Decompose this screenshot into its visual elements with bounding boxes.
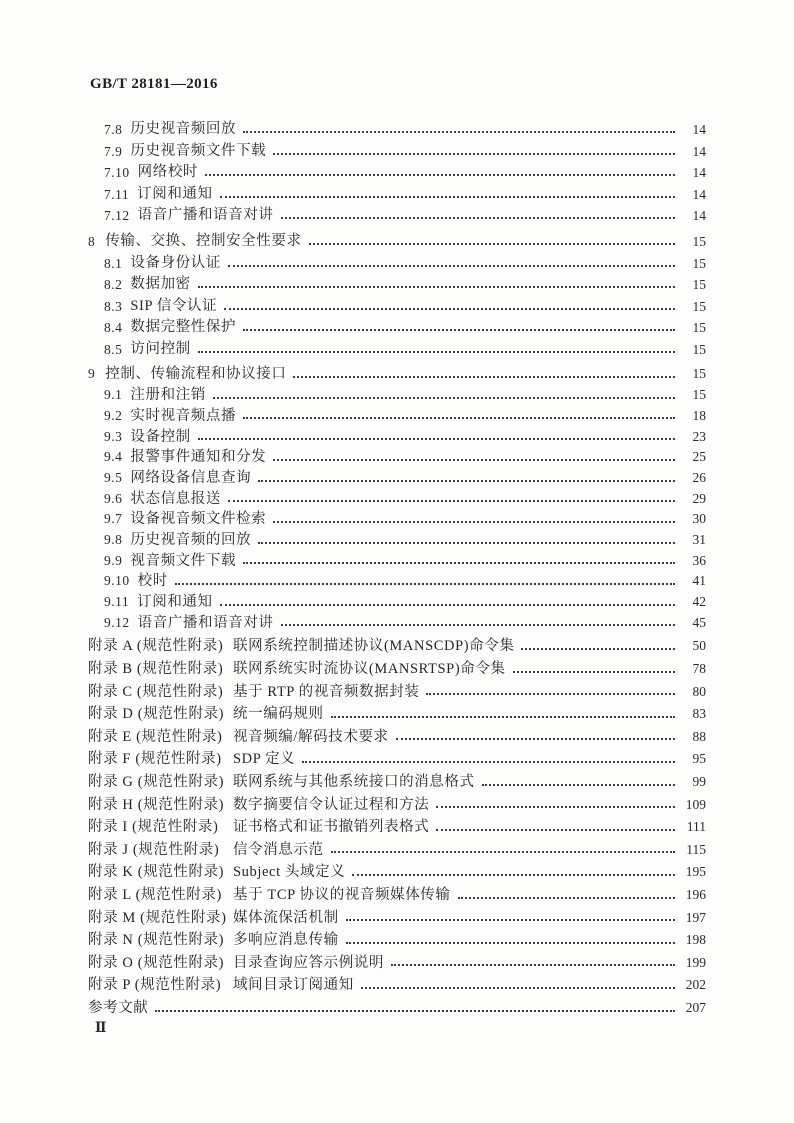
appendix-label: 附录 K (规范性附录) <box>88 864 225 881</box>
dot-leader <box>295 748 680 771</box>
dot-leader <box>191 339 680 361</box>
toc-entry-title: 数据完整性保护 <box>130 319 237 335</box>
toc-entry-number: 8.4 <box>104 320 123 335</box>
toc-entry-number: 9.11 <box>104 594 130 610</box>
toc-row <box>88 365 706 386</box>
toc-row <box>88 339 706 361</box>
appendix-label: 附录 L (规范性附录) <box>88 886 222 903</box>
toc-row <box>88 385 706 406</box>
dot-leader <box>221 253 680 275</box>
page-number: 23 <box>692 428 706 444</box>
appendix-label: 附录 F (规范性附录) <box>88 751 222 768</box>
toc-row <box>88 447 706 468</box>
toc-row <box>88 141 706 163</box>
toc-row <box>88 681 706 704</box>
toc-row <box>88 253 706 275</box>
toc-row <box>88 489 706 510</box>
toc-entry-title: 数字摘要信令认证过程和方法 <box>233 796 430 813</box>
page-number: 15 <box>692 298 706 314</box>
dot-leader <box>236 317 680 339</box>
dot-leader <box>514 635 680 658</box>
appendix-label: 附录 H (规范性附录) <box>88 796 225 813</box>
appendix-label: 附录 B (规范性附录) <box>88 661 224 678</box>
toc-row <box>88 771 706 794</box>
toc-entry-title: 联网系统实时流协议(MANSRTSP)命令集 <box>233 661 506 678</box>
page-number: 80 <box>692 683 706 699</box>
dot-leader <box>266 447 680 468</box>
toc-entry-number: 9.4 <box>104 449 123 465</box>
appendix-label: 附录 A (规范性附录) <box>88 638 224 655</box>
dot-leader <box>236 119 680 141</box>
toc-entry-title: 设备视音频文件检索 <box>130 511 267 528</box>
page-number: 18 <box>692 407 706 423</box>
toc-entry-title: 信令消息示范 <box>233 841 324 858</box>
page-number: 78 <box>692 661 706 677</box>
dot-leader <box>354 974 680 997</box>
page-number: 88 <box>692 728 706 744</box>
toc-row <box>88 635 706 658</box>
toc-entry-title: 基于 TCP 协议的视音频媒体传输 <box>233 886 451 903</box>
dot-leader <box>266 141 680 163</box>
toc-row <box>88 571 706 592</box>
toc-row <box>88 907 706 930</box>
toc-entry-number: 8.2 <box>104 277 123 292</box>
page-number: 15 <box>692 366 706 382</box>
toc-row <box>88 929 706 952</box>
page-number: 196 <box>685 886 706 902</box>
appendix-label: 附录 C (规范性附录) <box>88 683 224 700</box>
dot-leader <box>384 952 680 975</box>
dot-leader <box>475 771 680 794</box>
toc-entry-title: 历史视音频回放 <box>130 121 237 137</box>
dot-leader <box>324 839 680 862</box>
toc-entry-title: 实时视音频点播 <box>130 407 237 424</box>
dot-leader <box>168 571 680 592</box>
toc-row <box>88 997 706 1020</box>
toc-entry-title: 数据加密 <box>130 276 191 292</box>
toc-entry-title: Subject 头域定义 <box>233 864 346 881</box>
toc-row <box>88 952 706 975</box>
toc-row <box>88 427 706 448</box>
page-number: 14 <box>692 165 706 180</box>
toc-entry-title: 设备身份认证 <box>130 254 221 271</box>
dot-leader <box>251 468 680 489</box>
toc-entry-number: 9.7 <box>104 511 123 527</box>
dot-leader <box>506 658 680 681</box>
page-number: 14 <box>692 143 706 159</box>
page-number: 29 <box>692 490 706 506</box>
toc-entry-title: 状态信息报送 <box>130 490 221 507</box>
toc-entry-title: 历史视音频文件下载 <box>130 142 267 159</box>
page-number: 14 <box>692 186 706 202</box>
dot-leader <box>266 509 680 530</box>
toc-entry-number: 9.6 <box>104 490 123 506</box>
toc-entry-title: 注册和注销 <box>130 387 206 404</box>
toc-entry-title: SIP 信令认证 <box>130 297 218 314</box>
toc-entry-title: 设备控制 <box>130 428 191 445</box>
toc-entry-number: 9.10 <box>104 573 130 589</box>
dot-leader <box>213 184 680 206</box>
toc-entry-title: 证书格式和证书撤销列表格式 <box>233 819 430 836</box>
dot-leader <box>191 427 680 448</box>
toc-entry-number: 9.2 <box>104 407 123 423</box>
toc-entry-number: 7.11 <box>104 186 130 202</box>
dot-leader <box>451 884 680 907</box>
page-number: 15 <box>692 255 706 271</box>
toc-entry-title: 控制、传输流程和协议接口 <box>105 366 287 383</box>
toc-entry-title: 语音广播和语音对讲 <box>137 207 274 223</box>
page-number: 15 <box>692 277 706 292</box>
toc-row <box>88 861 706 884</box>
toc-entry-title: 订阅和通知 <box>137 594 213 611</box>
dot-leader <box>217 296 680 318</box>
toc-entry-number: 7.8 <box>104 122 123 137</box>
toc-row <box>88 658 706 681</box>
toc-entry-number: 7.12 <box>104 208 130 223</box>
table-of-contents <box>88 119 706 1020</box>
page-number: 95 <box>692 751 706 767</box>
dot-leader <box>274 613 680 634</box>
toc-row <box>88 884 706 907</box>
toc-entry-number: 8.1 <box>104 255 123 271</box>
toc-entry-number: 9.9 <box>104 552 123 568</box>
page-number: 41 <box>692 573 706 589</box>
dot-leader <box>206 385 680 406</box>
toc-entry-number: 9.1 <box>104 387 123 403</box>
toc-row <box>88 816 706 839</box>
dot-leader <box>324 703 680 726</box>
toc-row <box>88 974 706 997</box>
toc-entry-title: 访问控制 <box>130 340 191 357</box>
appendix-label: 附录 N (规范性附录) <box>88 932 225 949</box>
toc-entry-number: 9 <box>88 366 96 382</box>
appendix-label: 附录 O (规范性附录) <box>88 954 225 971</box>
toc-row <box>88 205 706 227</box>
page-number: 36 <box>692 552 706 568</box>
appendix-label: 附录 D (规范性附录) <box>88 706 225 723</box>
dot-leader <box>221 489 680 510</box>
toc-entry-title: 域间目录订阅通知 <box>233 977 354 994</box>
page-number: 15 <box>692 387 706 403</box>
page-number: 115 <box>686 841 706 857</box>
toc-row <box>88 296 706 318</box>
toc-entry-title: 历史视音频的回放 <box>130 531 252 548</box>
page-number: 199 <box>685 954 706 970</box>
dot-leader <box>213 592 680 613</box>
page-number: 15 <box>692 234 706 249</box>
appendix-label: 附录 E (规范性附录) <box>88 728 223 745</box>
dot-leader <box>345 861 680 884</box>
toc-row <box>88 530 706 551</box>
toc-row <box>88 839 706 862</box>
toc-row <box>88 119 706 141</box>
toc-row <box>88 468 706 489</box>
toc-entry-title: 网络校时 <box>137 164 199 180</box>
toc-entry-number: 7.9 <box>104 143 123 159</box>
folio-page-number: Ⅱ <box>95 1020 107 1035</box>
dot-leader <box>236 406 680 427</box>
page-number: 45 <box>692 614 706 630</box>
toc-entry-title: 联网系统与其他系统接口的消息格式 <box>233 774 475 790</box>
toc-entry-title: 校时 <box>137 573 168 590</box>
toc-entry-number: 7.10 <box>104 165 130 180</box>
toc-row <box>88 184 706 206</box>
toc-entry-title: SDP 定义 <box>233 751 296 768</box>
toc-row <box>88 726 706 749</box>
dot-leader <box>429 816 680 839</box>
toc-entry-number: 8.3 <box>104 298 123 314</box>
toc-entry-title: 语音广播和语音对讲 <box>137 614 274 631</box>
dot-leader <box>191 274 680 296</box>
page-number: 197 <box>685 909 706 925</box>
toc-entry-number: 8 <box>88 234 96 249</box>
toc-entry-title: 视音频编/解码技术要求 <box>233 728 389 745</box>
toc-entry-title: 统一编码规则 <box>233 706 324 723</box>
standard-number-header: GB/T 28181—2016 <box>90 76 218 92</box>
page-number: 30 <box>692 511 706 527</box>
dot-leader <box>148 997 680 1020</box>
toc-row <box>88 509 706 530</box>
page-number: 15 <box>692 341 706 357</box>
toc-row <box>88 317 706 339</box>
appendix-label: 附录 G (规范性附录) <box>88 774 225 790</box>
page-number: 111 <box>686 819 706 835</box>
appendix-label: 附录 P (规范性附录) <box>88 977 222 994</box>
page-number: 198 <box>685 932 706 948</box>
dot-leader <box>198 162 680 184</box>
page-number: 15 <box>692 320 706 335</box>
page-number: 50 <box>692 638 706 654</box>
appendix-label: 附录 M (规范性附录) <box>88 909 227 926</box>
toc-entry-title: 基于 RTP 的视音频数据封装 <box>233 683 420 700</box>
page-number: 83 <box>692 706 706 722</box>
toc-row <box>88 613 706 634</box>
dot-leader <box>236 551 680 572</box>
toc-entry-title: 参考文献 <box>88 999 149 1016</box>
toc-entry-number: 9.8 <box>104 531 123 547</box>
dot-leader <box>429 794 680 817</box>
toc-row <box>88 274 706 296</box>
toc-row <box>88 406 706 427</box>
toc-entry-title: 网络设备信息查询 <box>130 469 252 486</box>
toc-row <box>88 551 706 572</box>
dot-leader <box>339 929 680 952</box>
toc-entry-title: 传输、交换、控制安全性要求 <box>105 233 302 249</box>
toc-entry-title: 视音频文件下载 <box>130 552 237 569</box>
toc-entry-title: 报警事件通知和分发 <box>130 449 267 466</box>
toc-entry-number: 8.5 <box>104 341 123 357</box>
dot-leader <box>419 681 680 704</box>
page-number: 25 <box>692 449 706 465</box>
toc-row <box>88 703 706 726</box>
dot-leader <box>389 726 680 749</box>
toc-row <box>88 592 706 613</box>
page-number: 99 <box>692 774 706 789</box>
page-number: 202 <box>685 977 706 993</box>
appendix-label: 附录 J (规范性附录) <box>88 841 220 858</box>
toc-entry-number: 9.5 <box>104 469 123 485</box>
toc-row <box>88 794 706 817</box>
toc-row <box>88 162 706 184</box>
dot-leader <box>251 530 680 551</box>
toc-entry-title: 媒体流保活机制 <box>233 909 339 926</box>
dot-leader <box>274 205 680 227</box>
appendix-label: 附录 I (规范性附录) <box>88 819 219 836</box>
toc-entry-title: 多响应消息传输 <box>233 932 339 949</box>
toc-entry-title: 目录查询应答示例说明 <box>233 954 384 971</box>
toc-entry-number: 9.12 <box>104 614 130 630</box>
page-number: 31 <box>692 531 706 547</box>
page-number: 42 <box>692 594 706 610</box>
toc-row <box>88 748 706 771</box>
dot-leader <box>339 907 680 930</box>
page-number: 14 <box>692 122 706 137</box>
page-number: 109 <box>685 796 706 812</box>
page-number: 26 <box>692 469 706 485</box>
dot-leader <box>302 231 680 253</box>
toc-entry-number: 9.3 <box>104 428 123 444</box>
page-number: 207 <box>685 999 706 1015</box>
dot-leader <box>286 365 680 386</box>
toc-entry-title: 订阅和通知 <box>137 185 213 202</box>
page-number: 14 <box>692 208 706 223</box>
toc-entry-title: 联网系统控制描述协议(MANSCDP)命令集 <box>233 638 515 655</box>
toc-row <box>88 231 706 253</box>
page-number: 195 <box>685 864 706 880</box>
